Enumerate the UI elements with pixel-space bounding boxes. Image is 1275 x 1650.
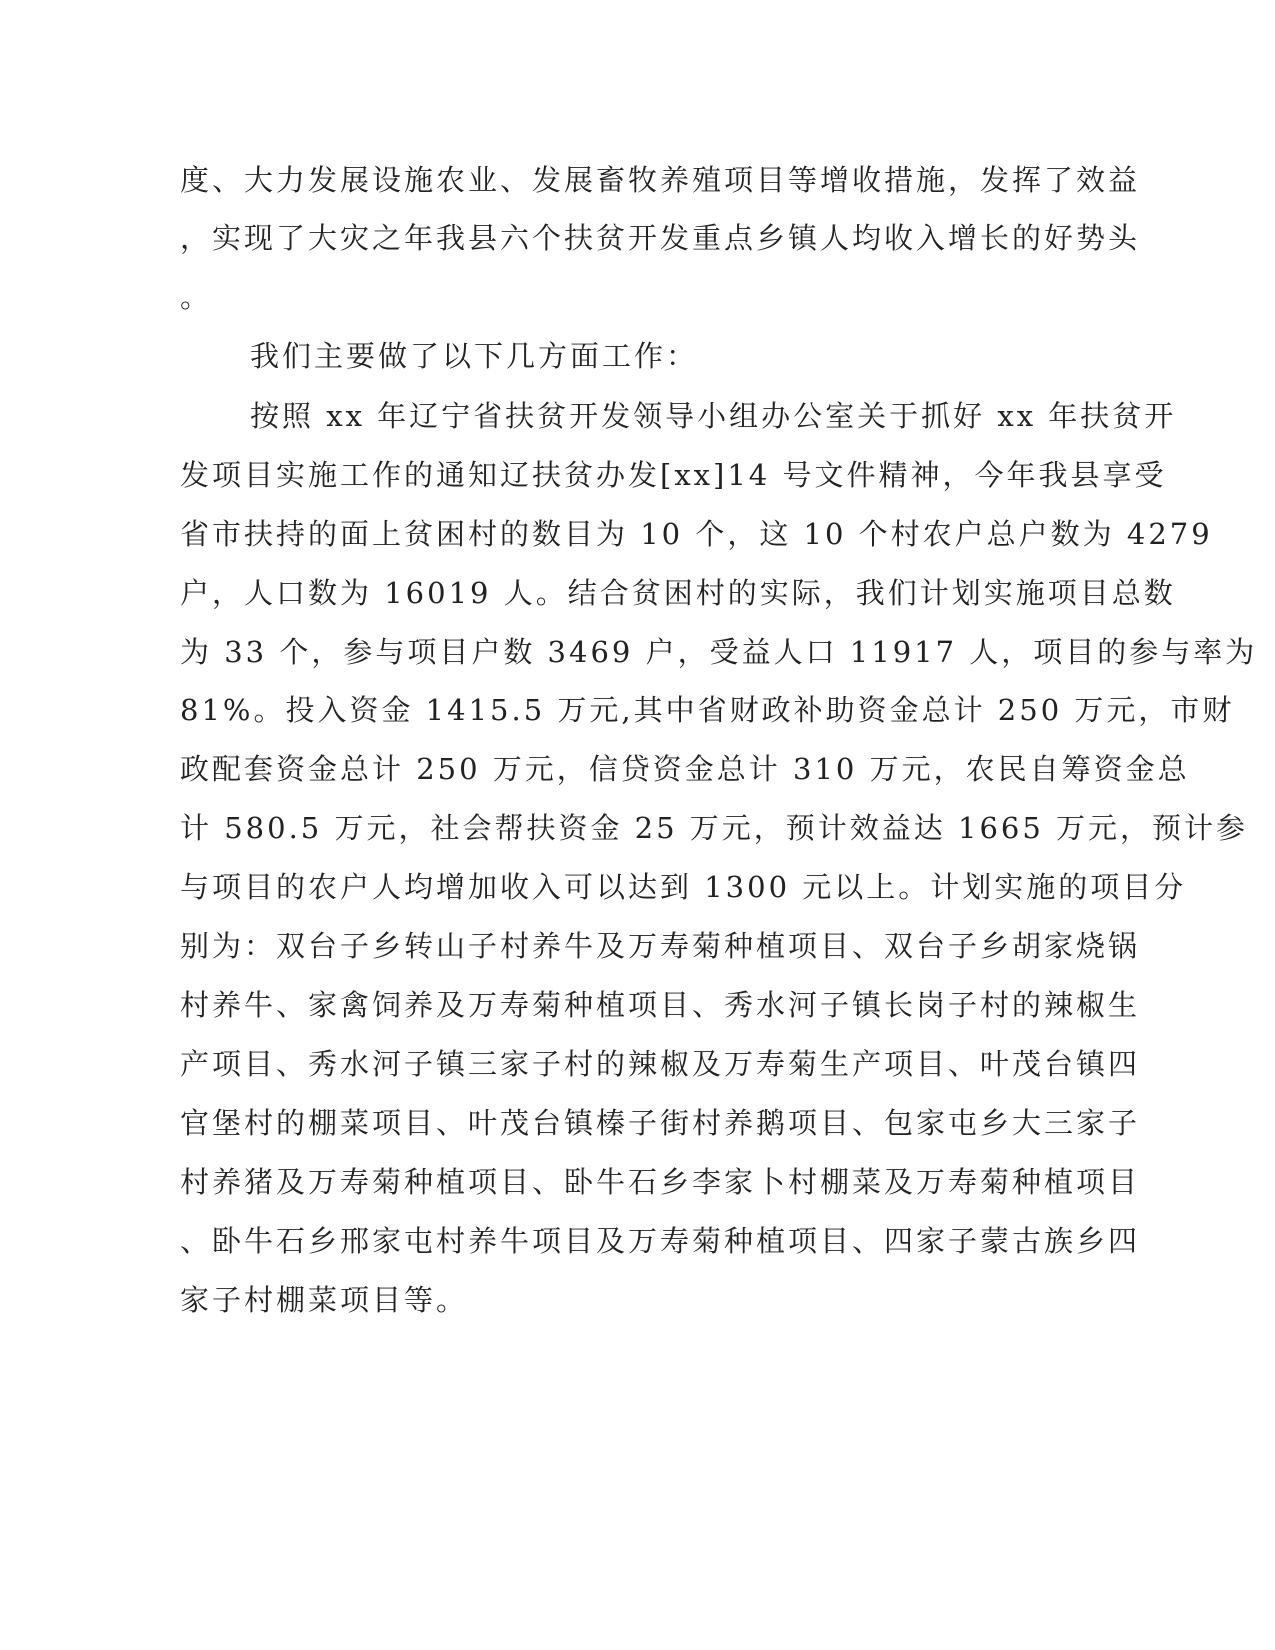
text-line-7: 省市扶持的面上贫困村的数目为 10 个，这 10 个村农户总户数为 4279 bbox=[180, 517, 1213, 551]
text-line-8: 户，人口数为 16019 人。结合贫困村的实际，我们计划实施项目总数 bbox=[180, 576, 1176, 610]
text-line-6: 发项目实施工作的通知辽扶贫办发[xx]14 号文件精神，今年我县享受 bbox=[180, 458, 1167, 492]
text-line-2: ，实现了大灾之年我县六个扶贫开发重点乡镇人均收入增长的好势头 bbox=[180, 221, 1141, 255]
text-line-16: 产项目、秀水河子镇三家子村的辣椒及万寿菊生产项目、叶茂台镇四 bbox=[180, 1047, 1141, 1081]
section-intro: 我们主要做了以下几方面工作： bbox=[250, 339, 699, 373]
text-line-11: 政配套资金总计 250 万元，信贷资金总计 310 万元，农民自筹资金总 bbox=[180, 752, 1190, 786]
text-line-14: 别为：双台子乡转山子村养牛及万寿菊种植项目、双台子乡胡家烧锅 bbox=[180, 929, 1141, 963]
text-line-15: 村养牛、家禽饲养及万寿菊种植项目、秀水河子镇长岗子村的辣椒生 bbox=[180, 988, 1141, 1022]
text-line-10: 81%。投入资金 1415.5 万元,其中省财政补助资金总计 250 万元，市财 bbox=[180, 693, 1235, 727]
text-line-5: 按照 xx 年辽宁省扶贫开发领导小组办公室关于抓好 xx 年扶贫开 bbox=[250, 399, 1177, 433]
text-line-13: 与项目的农户人均增加收入可以达到 1300 元以上。计划实施的项目分 bbox=[180, 870, 1187, 904]
text-line-18: 村养猪及万寿菊种植项目、卧牛石乡李家卜村棚菜及万寿菊种植项目 bbox=[180, 1165, 1141, 1199]
text-line-20: 家子村棚菜项目等。 bbox=[180, 1283, 469, 1317]
text-line-1: 度、大力发展设施农业、发展畜牧养殖项目等增收措施，发挥了效益 bbox=[180, 163, 1141, 197]
text-line-19: 、卧牛石乡邢家屯村养牛项目及万寿菊种植项目、四家子蒙古族乡四 bbox=[180, 1224, 1141, 1258]
text-line-12: 计 580.5 万元，社会帮扶资金 25 万元，预计效益达 1665 万元，预计参 bbox=[180, 811, 1249, 845]
text-line-17: 官堡村的棚菜项目、叶茂台镇榛子街村养鹅项目、包家屯乡大三家子 bbox=[180, 1106, 1141, 1140]
text-line-3: 。 bbox=[180, 280, 213, 314]
text-line-9: 为 33 个，参与项目户数 3469 户，受益人口 11917 人，项目的参与率为 bbox=[180, 635, 1258, 669]
